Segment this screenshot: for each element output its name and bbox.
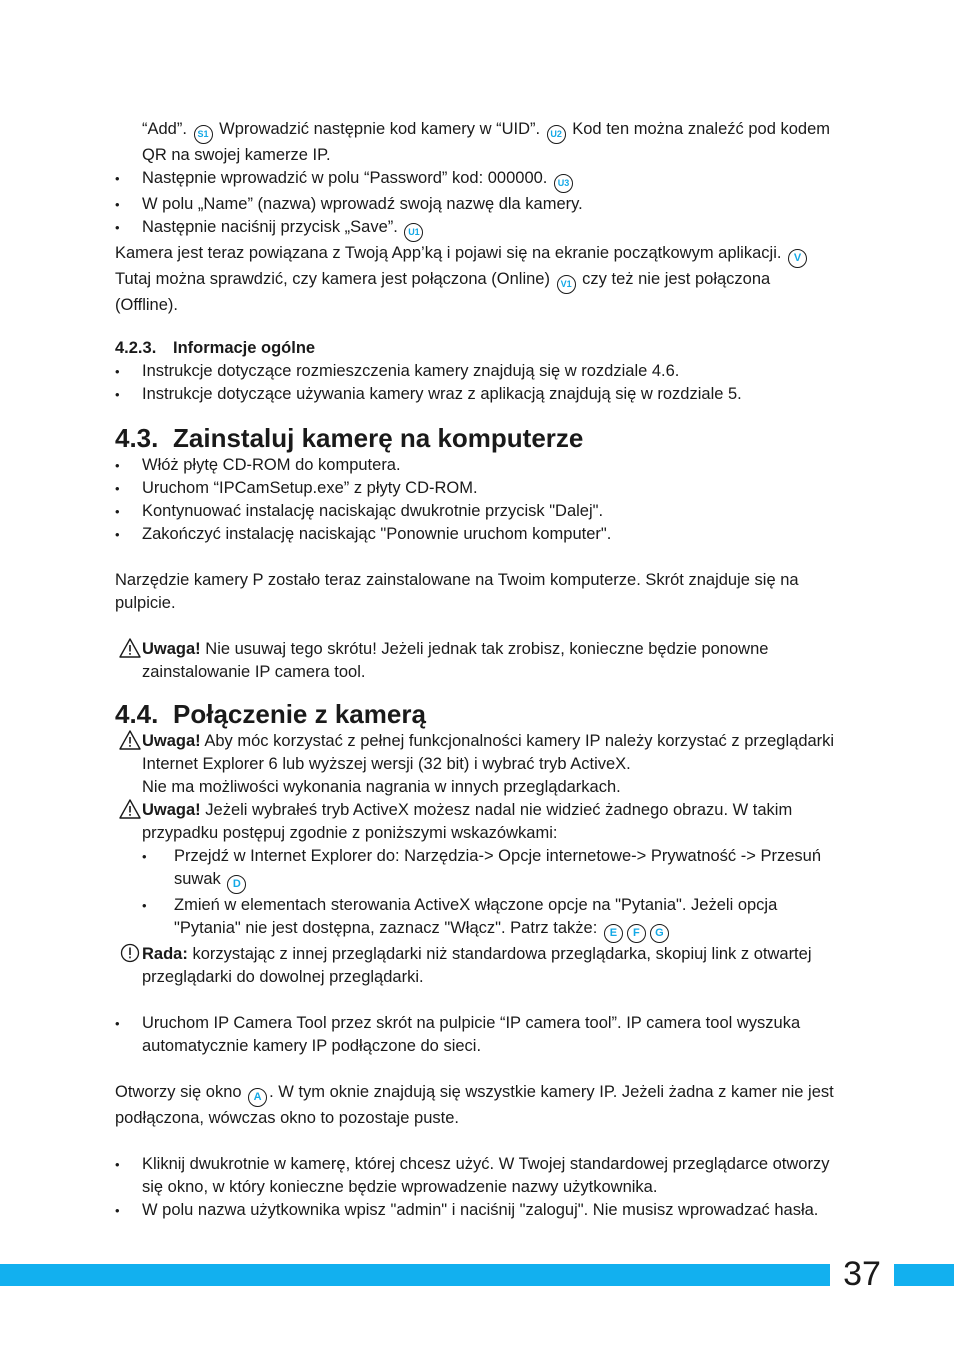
list-item: • Kliknij dwukrotnie w kamerę, której chcesz użyć. W Twojej standardowej przeglądarce otworzy się okno, w który konieczne będzie wprowadzenie nazwy użytkownika. bbox=[115, 1153, 835, 1199]
warning-shortcut: Uwaga! Nie usuwaj tego skrótu! Jeżeli jednak tak zrobisz, konieczne będzie ponowne zainstalowanie IP camera tool. bbox=[115, 638, 835, 684]
footer-bar bbox=[0, 1264, 954, 1286]
list-item: • Następnie wprowadzić w polu “Password” kod: 000000. U3 bbox=[115, 167, 835, 193]
badge-s1: S1 bbox=[194, 125, 213, 144]
bullet-list-info bbox=[115, 360, 835, 406]
badge-g: G bbox=[650, 924, 669, 943]
badge-u3: U3 bbox=[554, 174, 573, 193]
tip-browser: Rada: korzystając z innej przeglądarki niż standardowa przeglądarka, skopiuj link z otwartej przeglądarki do dowolnej przeglądarki. bbox=[115, 943, 835, 989]
heading-4-4: 4.4. Połączenie z kamerą bbox=[115, 699, 426, 729]
warning-icon bbox=[119, 799, 141, 819]
warning-activex: Uwaga! Jeżeli wybrałeś tryb ActiveX możesz nadal nie widzieć żadnego obrazu. W takim przypadku postępuj zgodnie z poniższymi wskazówkami: bbox=[115, 799, 835, 845]
text-qr: Kod ten można znaleźć pod kodem QR na swojej kamerze IP. bbox=[142, 120, 830, 164]
heading-4-3: 4.3. Zainstaluj kamerę na komputerze bbox=[115, 423, 584, 453]
list-item: • W polu „Name” (nazwa) wprowadź swoją nazwę dla kamery. bbox=[115, 193, 835, 216]
sub-list-activex bbox=[115, 845, 835, 943]
bullet-list-install bbox=[115, 454, 835, 546]
warning-icon bbox=[119, 730, 141, 750]
list-item: • Instrukcje dotyczące rozmieszczenia kamery znajdują się w rozdziale 4.6. bbox=[115, 360, 835, 383]
badge-u2: U2 bbox=[547, 125, 566, 144]
list-item: • Uruchom IP Camera Tool przez skrót na pulpicie “IP camera tool”. IP camera tool wyszuka automatycznie kamery IP podłączone do sieci. bbox=[115, 1012, 835, 1058]
list-item: • Zakończyć instalację naciskając "Ponownie uruchom komputer". bbox=[115, 523, 835, 546]
badge-u1: U1 bbox=[404, 223, 423, 242]
list-item: • Zmień w elementach sterowania ActiveX włączone opcje na "Pytania". Jeżeli opcja "Pytania" nie jest dostępna, zaznacz "Włącz". Patrz także: E F G bbox=[142, 894, 835, 943]
badge-f: F bbox=[627, 924, 646, 943]
continued-paragraph bbox=[115, 118, 835, 167]
heading-4-2-3: 4.2.3. Informacje ogólne bbox=[115, 339, 316, 357]
warning-icon bbox=[119, 638, 141, 658]
bullet-list-login bbox=[115, 1153, 835, 1222]
page-content bbox=[115, 118, 835, 1222]
badge-d: D bbox=[227, 875, 246, 894]
bullet-list-run bbox=[115, 1012, 835, 1058]
paragraph-window-a: Otworzy się okno A . W tym oknie znajdują się wszystkie kamery IP. Jeżeli żadna z kamer nie jest podłączona, wówczas okno to pozostaje puste. bbox=[115, 1083, 834, 1127]
badge-e: E bbox=[604, 924, 623, 943]
badge-v1: V1 bbox=[557, 275, 576, 294]
list-item: • Uruchom “IPCamSetup.exe” z płyty CD-ROM. bbox=[115, 477, 835, 500]
text-uid: Wprowadzić następnie kod kamery w “UID”. bbox=[219, 120, 541, 138]
list-item: • Włóż płytę CD-ROM do komputera. bbox=[115, 454, 835, 477]
warning-ie: Uwaga! Aby móc korzystać z pełnej funkcjonalności kamery IP należy korzystać z przeglądarki Internet Explorer 6 lub wyższej wersji (32 bit) i wybrać tryb ActiveX. Nie ma możliwości wykonania nagrania w innych przeglądarkach. bbox=[115, 730, 835, 799]
list-item: • W polu nazwa użytkownika wpisz "admin" i naciśnij "zaloguj". Nie musisz wprowadzać hasła. bbox=[115, 1199, 835, 1222]
text-add: “Add”. bbox=[142, 120, 187, 138]
page-number: 37 bbox=[830, 1252, 894, 1296]
list-item: • Przejdź w Internet Explorer do: Narzędzia-> Opcje internetowe-> Prywatność -> Przesuń suwak D bbox=[142, 845, 835, 894]
list-item: • Instrukcje dotyczące używania kamery wraz z aplikacją znajdują się w rozdziale 5. bbox=[115, 383, 835, 406]
list-item: • Kontynuować instalację naciskając dwukrotnie przycisk "Dalej". bbox=[115, 500, 835, 523]
badge-a: A bbox=[248, 1088, 267, 1107]
exclamation-circle-icon bbox=[119, 943, 141, 963]
list-item: • Następnie naciśnij przycisk „Save”. U1 bbox=[115, 216, 835, 242]
paragraph-installed: Narzędzie kamery P zostało teraz zainstalowane na Twoim komputerze. Skrót znajduje się na pulpicie. bbox=[115, 571, 799, 612]
bullet-list-setup bbox=[115, 167, 835, 242]
badge-v: V bbox=[788, 249, 807, 268]
paragraph-camera-linked: Kamera jest teraz powiązana z Twoją App’ką i pojawi się na ekranie początkowym aplikacji. V Tutaj można sprawdzić, czy kamera jest połączona (Online) V1 czy też nie jest połączona (Offline). bbox=[115, 242, 835, 317]
